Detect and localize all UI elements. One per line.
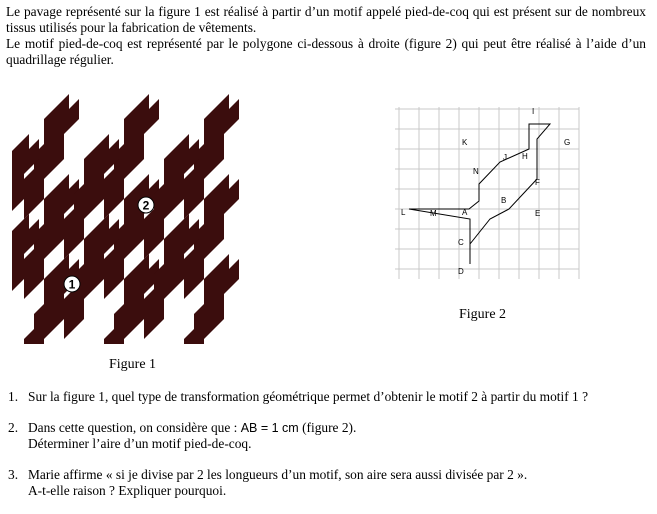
question-number: 3. <box>8 467 19 482</box>
question-text-before: Dans cette question, on considère que : <box>28 420 241 435</box>
label-C: C <box>458 238 464 247</box>
label-F: F <box>535 178 540 187</box>
question-line-2: A-t-elle raison ? Expliquer pourquoi. <box>28 483 227 498</box>
intro-text <box>6 4 646 68</box>
motif-marker-1 <box>64 276 80 292</box>
figure-2-polygon-grid <box>395 99 585 284</box>
figure-2-caption: Figure 2 <box>459 307 507 322</box>
figure-1-caption: Figure 1 <box>109 357 157 372</box>
question-line-2: Déterminer l’aire d’un motif pied-de-coq. <box>28 436 252 451</box>
question-line-1 <box>28 420 648 436</box>
label-N: N <box>473 167 479 176</box>
question-formula: AB = 1 cm <box>240 421 299 435</box>
question-text: Sur la figure 1, quel type de transformation géométrique permet d’obtenir le motif 2 à partir du motif 1 ? <box>28 389 589 404</box>
question-1 <box>8 389 648 405</box>
question-line-1: Marie affirme « si je divise par 2 les longueurs d’un motif, son aire sera aussi divisée par 2 ». <box>28 467 528 482</box>
question-3 <box>8 467 648 499</box>
label-H: H <box>522 152 528 161</box>
question-2 <box>8 420 648 452</box>
question-text-after: (figure 2). <box>298 420 357 435</box>
label-L: L <box>401 208 406 217</box>
question-body <box>28 420 648 452</box>
question-list <box>8 389 648 514</box>
intro-paragraph-1: Le pavage représenté sur la figure 1 est réalisé à partir d’un motif appelé pied-de-coq qui est présent sur de nombreux tissus utilisés pour la fabrication de vêtements. <box>6 4 646 35</box>
figure-1-tessellation <box>12 84 244 344</box>
marker-2-label: 2 <box>142 198 150 213</box>
label-I: I <box>532 107 535 116</box>
question-body <box>28 467 648 499</box>
vertex-labels <box>401 107 570 276</box>
label-M: M <box>430 209 437 218</box>
label-J: J <box>503 153 507 162</box>
label-A: A <box>462 208 468 217</box>
intro-paragraph-2: Le motif pied-de-coq est représenté par le polygone ci-dessous à droite (figure 2) qui peut être réalisé à l’aide d’un quadrillage régulier. <box>6 36 646 67</box>
question-number: 1. <box>8 389 19 404</box>
motif-marker-2 <box>138 197 154 213</box>
label-B: B <box>501 196 507 205</box>
grid <box>395 107 579 279</box>
label-K: K <box>462 138 468 147</box>
houndstooth-tiles <box>12 94 239 344</box>
marker-1-label: 1 <box>68 277 76 292</box>
question-number: 2. <box>8 420 19 435</box>
label-D: D <box>458 267 464 276</box>
label-E: E <box>535 209 541 218</box>
label-G: G <box>564 138 571 147</box>
